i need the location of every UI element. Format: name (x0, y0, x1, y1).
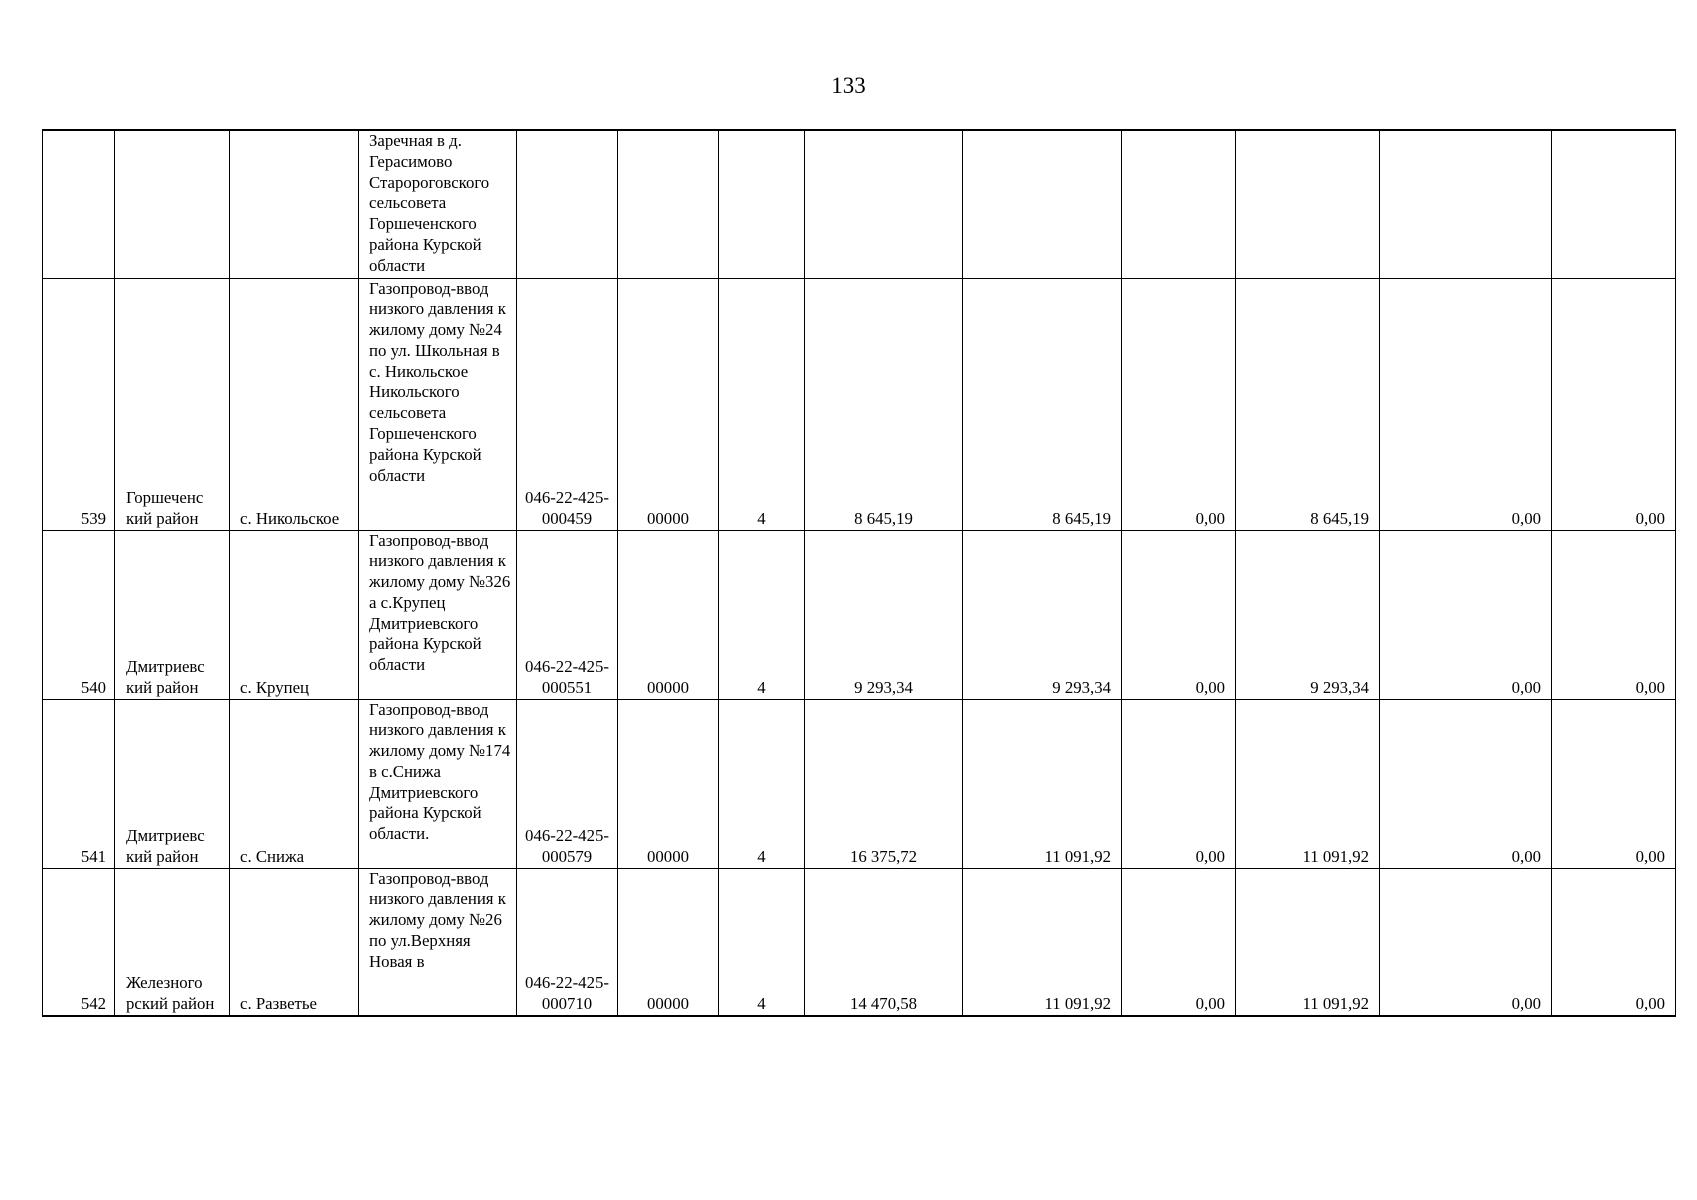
cost-cell (805, 130, 963, 278)
table-row (43, 530, 1676, 699)
row-number-cell: 541 (43, 699, 115, 868)
category-cell: 4 (719, 868, 805, 1016)
locality-cell: с. Разветье (230, 868, 359, 1016)
cost-cell: 8 645,19 (805, 278, 963, 530)
code-cell: 00000 (618, 868, 719, 1016)
amount-cell: 0,00 (1122, 278, 1236, 530)
amount-cell: 0,00 (1380, 699, 1552, 868)
amount-cell: 11 091,92 (1236, 699, 1380, 868)
amount-cell: 9 293,34 (1236, 530, 1380, 699)
amount-cell: 8 645,19 (963, 278, 1122, 530)
cadastral-number-cell: 046-22-425-000459 (517, 278, 618, 530)
cadastral-number-cell (517, 130, 618, 278)
locality-cell: с. Никольское (230, 278, 359, 530)
object-name-cell: Заречная в д. Герасимово Старороговского сельсовета Горшеченского района Курской области (359, 130, 517, 278)
locality-cell: с. Крупец (230, 530, 359, 699)
row-number-cell: 542 (43, 868, 115, 1016)
amount-cell: 0,00 (1122, 530, 1236, 699)
code-cell (618, 130, 719, 278)
code-cell: 00000 (618, 278, 719, 530)
district-cell: Горшеченс кий район (115, 278, 230, 530)
category-cell (719, 130, 805, 278)
object-name-cell: Газопровод-ввод низкого давления к жилому дому №174 в с.Снижа Дмитриевского района Курской области. (359, 699, 517, 868)
object-name-cell: Газопровод-ввод низкого давления к жилому дому №326 а с.Крупец Дмитриевского района Курской области (359, 530, 517, 699)
cost-cell: 9 293,34 (805, 530, 963, 699)
page-number: 133 (831, 73, 866, 98)
registry-table (42, 129, 1676, 1017)
district-cell: Дмитриевс кий район (115, 530, 230, 699)
category-cell: 4 (719, 278, 805, 530)
category-cell: 4 (719, 699, 805, 868)
amount-cell (1122, 130, 1236, 278)
amount-cell: 0,00 (1552, 868, 1676, 1016)
cost-cell: 14 470,58 (805, 868, 963, 1016)
amount-cell: 0,00 (1380, 868, 1552, 1016)
amount-cell: 9 293,34 (963, 530, 1122, 699)
code-cell: 00000 (618, 530, 719, 699)
row-number-cell: 540 (43, 530, 115, 699)
amount-cell: 0,00 (1122, 868, 1236, 1016)
table-row (43, 278, 1676, 530)
table-row (43, 868, 1676, 1016)
district-cell (115, 130, 230, 278)
locality-cell: с. Снижа (230, 699, 359, 868)
category-cell: 4 (719, 530, 805, 699)
object-name-cell: Газопровод-ввод низкого давления к жилому дому №24 по ул. Школьная в с. Никольское Никольского сельсовета Горшеченского района Курской области (359, 278, 517, 530)
cadastral-number-cell: 046-22-425-000579 (517, 699, 618, 868)
table-row (43, 130, 1676, 278)
amount-cell: 11 091,92 (963, 699, 1122, 868)
amount-cell: 0,00 (1552, 278, 1676, 530)
amount-cell: 0,00 (1380, 530, 1552, 699)
amount-cell: 0,00 (1122, 699, 1236, 868)
amount-cell: 8 645,19 (1236, 278, 1380, 530)
code-cell: 00000 (618, 699, 719, 868)
amount-cell (963, 130, 1122, 278)
amount-cell (1236, 130, 1380, 278)
amount-cell: 11 091,92 (963, 868, 1122, 1016)
cost-cell: 16 375,72 (805, 699, 963, 868)
amount-cell: 0,00 (1380, 278, 1552, 530)
object-name-cell: Газопровод-ввод низкого давления к жилому дому №26 по ул.Верхняя Новая в (359, 868, 517, 1016)
district-cell: Железного рский район (115, 868, 230, 1016)
row-number-cell: 539 (43, 278, 115, 530)
locality-cell (230, 130, 359, 278)
amount-cell (1552, 130, 1676, 278)
amount-cell (1380, 130, 1552, 278)
amount-cell: 11 091,92 (1236, 868, 1380, 1016)
table-row (43, 699, 1676, 868)
cadastral-number-cell: 046-22-425-000710 (517, 868, 618, 1016)
amount-cell: 0,00 (1552, 699, 1676, 868)
row-number-cell (43, 130, 115, 278)
amount-cell: 0,00 (1552, 530, 1676, 699)
cadastral-number-cell: 046-22-425-000551 (517, 530, 618, 699)
district-cell: Дмитриевс кий район (115, 699, 230, 868)
